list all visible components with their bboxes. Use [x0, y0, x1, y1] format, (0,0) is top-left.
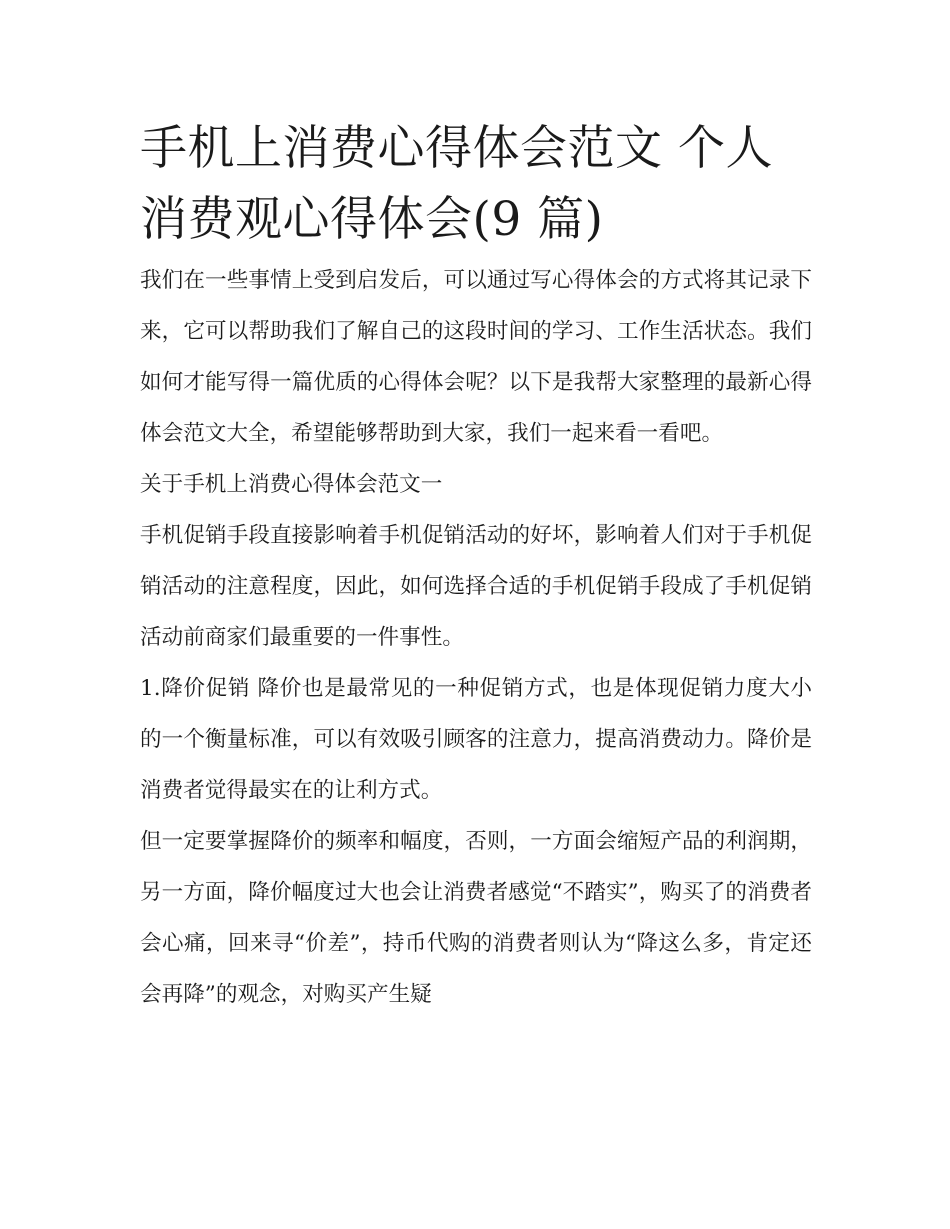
paragraph-price-frequency: 但一定要掌握降价的频率和幅度，否则，一方面会缩短产品的利润期，另一方面，降价幅度过大也会让消费者感觉“不踏实”，购买了的消费者会心痛，回来寻“价差”，持币代购的消费者则认为“降这么多，肯定还会再降”的观念，对购买产生疑	[140, 829, 812, 1007]
paragraph-promotion-methods: 手机促销手段直接影响着手机促销活动的好坏，影响着人们对于手机促销活动的注意程度，因此，如何选择合适的手机促销手段成了手机促销活动前商家们最重要的一件事性。	[140, 523, 812, 650]
paragraph-intro: 我们在一些事情上受到启发后，可以通过写心得体会的方式将其记录下来，它可以帮助我们了解自己的这段时间的学习、工作生活状态。我们如何才能写得一篇优质的心得体会呢？以下是我帮大家整理的最新心得体会范文大全，希望能够帮助到大家，我们一起来看一看吧。	[140, 268, 812, 446]
section-heading: 关于手机上消费心得体会范文一	[140, 472, 443, 497]
document-body	[140, 113, 812, 1020]
document-title: 手机上消费心得体会范文 个人消费观心得体会(9 篇)	[140, 121, 773, 247]
paragraph-price-reduction: 1.降价促销 降价也是最常见的一种促销方式，也是体现促销力度大小的一个衡量标准，可以有效吸引顾客的注意力，提高消费动力。降价是消费者觉得最实在的让利方式。	[140, 676, 812, 803]
